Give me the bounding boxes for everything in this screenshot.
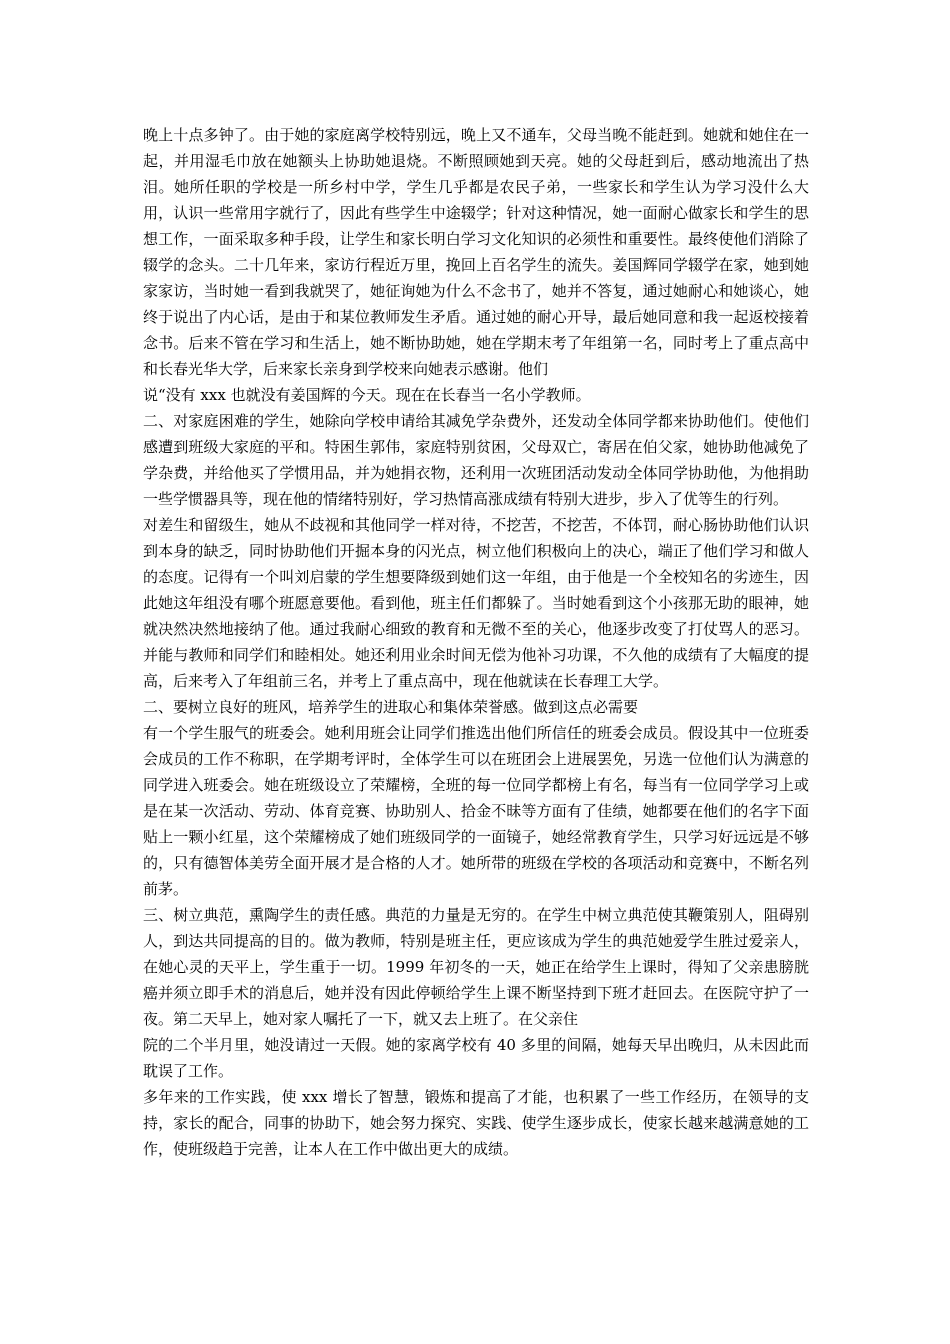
paragraph-4: 对差生和留级生，她从不歧视和其他同学一样对待，不挖苦，不挖苦，不体罚，耐心肠协助他们认识到本身的缺乏，同时协助他们开掘本身的闪光点，树立他们积极向上的决心，端正了他们学习和做人的态度。记得有一个叫刘启蒙的学生想要降级到她们这一年组，由于他是一个全校知名的劣迹生，因此她这年组没有哪个班愿意要他。看到他，班主任们都躲了。当时她看到这个小孩那无助的眼神，她就决然决然地接纳了他。通过我耐心细致的教育和无微不至的关心，他逐步改变了打仗骂人的恶习。并能与教师和同学们和睦相处。她还利用业余时间无偿为他补习功课，不久他的成绩有了大幅度的提高，后来考入了年组前三名，并考上了重点高中，现在他就读在长春理工大学。 — [143, 516, 809, 690]
section-heading-2: 二、要树立良好的班风，培养学生的进取心和集体荣誉感。做到这点必需要 — [143, 698, 639, 716]
paragraph-3: 二、对家庭困难的学生，她除向学校申请给其减免学杂费外，还发动全体同学都来协助他们。使他们感遭到班级大家庭的平和。特困生郭伟，家庭特别贫困，父母双亡，寄居在伯父家，她协助他减免了学杂费，并给他买了学惯用品，并为她捐衣物，还利用一次班团活动发动全体同学协助他，为他捐助一些学惯器具等，现在他的情绪特别好，学习热情高涨成绩有特别大进步，步入了优等生的行列。 — [143, 412, 809, 508]
paragraph-6: 有一个学生服气的班委会。她利用班会让同学们推选出他们所信任的班委会成员。假设其中一位班委会成员的工作不称职，在学期考评时，全体学生可以在班团会上进展罢免，另选一位他们认为满意的同学进入班委会。她在班级设立了荣耀榜，全班的每一位同学都榜上有名，每当有一位同学学习上或是在某一次活动、劳动、体育竞赛、协助别人、拾金不昧等方面有了佳绩，她都要在他们的名字下面贴上一颗小红星，这个荣耀榜成了她们班级同学的一面镜子，她经常教育学生，只学习好远远是不够的，只有德智体美劳全面开展才是合格的人才。她所带的班级在学校的各项活动和竞赛中，不断名列前茅。 — [143, 724, 809, 898]
paragraph-9: 多年来的工作实践，使 xxx 增长了智慧，锻炼和提高了才能，也积累了一些工作经历，在领导的支持，家长的配合，同事的协助下，她会努力探究、实践、使学生逐步成长，使家长越来越满意她的工作，使班级趋于完善，让本人在工作中做出更大的成绩。 — [143, 1088, 809, 1158]
paragraph-8: 院的二个半月里，她没请过一天假。她的家离学校有 40 多里的间隔，她每天早出晚归，从未因此而耽误了工作。 — [143, 1036, 809, 1080]
paragraph-7: 三、树立典范，熏陶学生的责任感。典范的力量是无穷的。在学生中树立典范使其鞭策别人，阻碍别人，到达共同提高的目的。做为教师，特别是班主任，更应该成为学生的典范她爱学生胜过爱亲人，在她心灵的天平上，学生重于一切。1999 年初冬的一天，她正在给学生上课时，得知了父亲患膀胱癌并须立即手术的消息后，她并没有因此停顿给学生上课不断坚持到下班才赶回去。在医院守护了一夜。第二天早上，她对家人嘱托了一下，就又去上班了。在父亲住 — [143, 906, 809, 1028]
document-body — [143, 122, 809, 1162]
paragraph-2: 说“没有 xxx 也就没有姜国辉的今天。现在在长春当一名小学教师。 — [143, 386, 591, 404]
paragraph-1: 晚上十点多钟了。由于她的家庭离学校特别远，晚上又不通车，父母当晚不能赶到。她就和她住在一起，并用湿毛巾放在她额头上协助她退烧。不断照顾她到天亮。她的父母赶到后，感动地流出了热泪。她所任职的学校是一所乡村中学，学生几乎都是农民子弟，一些家长和学生认为学习没什么大用，认识一些常用字就行了，因此有些学生中途辍学；针对这种情况，她一面耐心做家长和学生的思想工作，一面采取多种手段，让学生和家长明白学习文化知识的必须性和重要性。最终使他们消除了辍学的念头。二十几年来，家访行程近万里，挽回上百名学生的流失。姜国辉同学辍学在家，她到她家家访，当时她一看到我就哭了，她征询她为什么不念书了，她并不答复，通过她耐心和她谈心，她终于说出了内心话，是由于和某位教师发生矛盾。通过她的耐心开导，最后她同意和我一起返校接着念书。后来不管在学习和生活上，她不断协助她，她在学期末考了年组第一名，同时考上了重点高中和长春光华大学，后来家长亲身到学校来向她表示感谢。他们 — [143, 126, 809, 378]
